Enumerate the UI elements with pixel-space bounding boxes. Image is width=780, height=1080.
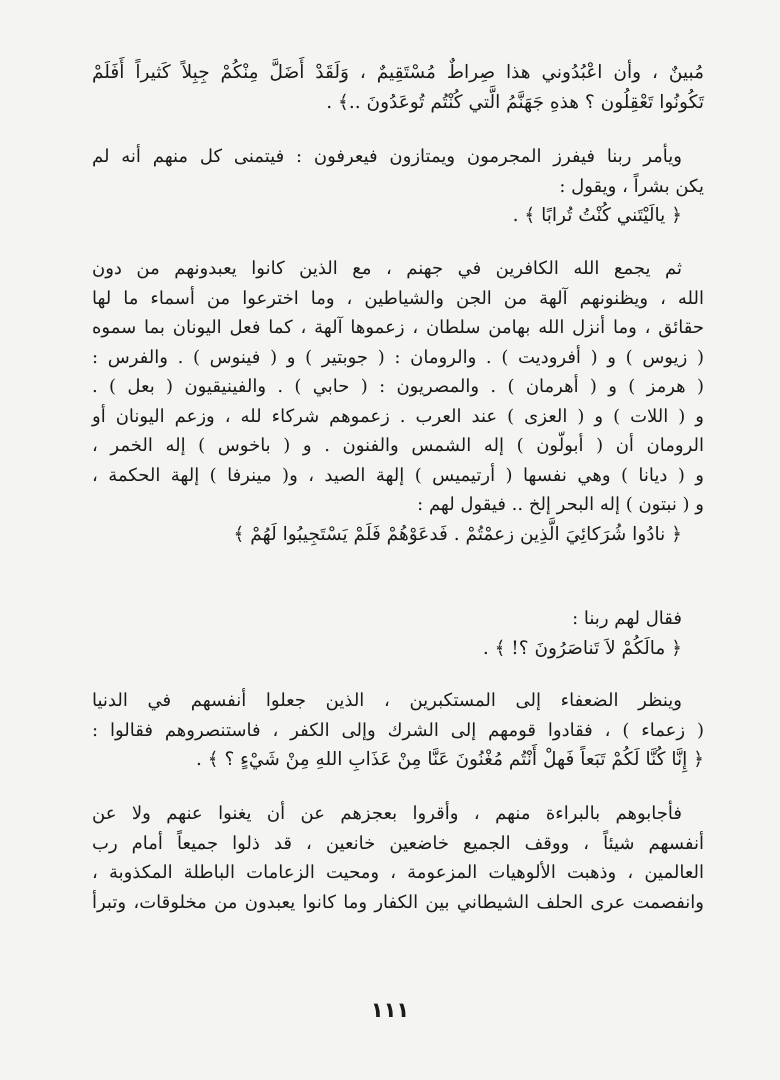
text-line: مُبينٌ ، وأن اعْبُدُوني هذا صِراطٌ مُسْتَقِيمٌ ، وَلَقَدْ أَضَلَّ مِنْكُمْ جِبِلاً كَثيراً أَفَلَمْ: [92, 62, 704, 83]
text-line: و ( اللات ) و ( العزى ) عند العرب . زعموهم شركاء لله ، وزعم اليونان أو: [92, 405, 704, 427]
quran-quote: ﴿ إِنَّا كُنَّا لَكُمْ تَبَعاً فَهلْ أَنْتُم مُغْنُونَ عَنَّا مِنْ عَذَابِ اللهِ مِنْ شَيْءٍ ؟ ﴾ .: [196, 749, 704, 770]
text-line: وانفصمت عرى الحلف الشيطاني بين الكفار وما كانوا يعبدون من مخلوقات، وتبرأ: [92, 891, 705, 913]
text-line: ويأمر ربنا فيفرز المجرمون ويمتازون فيعرفون : فيتمنى كل منهم أنه لم: [92, 146, 682, 167]
text-line: الرومان أن ( أبولّون ) إله الشمس والفنون . و ( باخوس ) إله الخمر ،: [92, 435, 704, 456]
text-line: تَكُونُوا تَعْقِلُون ؟ هذهِ جَهَنَّمُ الَّتي كُنْتُم تُوعَدُونَ ..﴾ .: [326, 91, 704, 113]
text-line: أنفسهم شيئاً ، ووقف الجميع خاضعين خانعين ، قد ذلوا جميعاً أمام رب: [92, 832, 704, 854]
text-line: ( هرمز ) و ( أهرمان ) . والمصريون : ( حابي ) . والفينيقيون ( بعل ) .: [92, 376, 704, 397]
text-line: ثم يجمع الله الكافرين في جهنم ، مع الذين كانوا يعبدونهم من دون: [92, 258, 682, 279]
quran-quote: ﴿ يالَيْتَني كُنْتُ تُرابًا ﴾ .: [512, 205, 682, 226]
text-line: فقال لهم ربنا :: [572, 608, 682, 629]
text-line: و ( نبتون ) إله البحر إلخ .. فيقول لهم :: [417, 494, 704, 515]
text-line: فأجابوهم بالبراءة منهم ، وأقروا بعجزهم عن أن يغنوا عنهم ولا عن: [92, 803, 682, 824]
text-line: و ( ديانا ) وهي نفسها ( أرتيميس ) إلهة الصيد ، و( مينرفا ) إلهة الحكمة ،: [92, 464, 704, 486]
text-line: حقائق ، وما أنزل الله بهامن سلطان ، زعموها آلهة ، كما فعل اليونان بما سموه: [92, 317, 704, 338]
paragraph-criminals-separated: [92, 142, 704, 231]
paragraph-false-gods: [92, 254, 704, 549]
text-line: ( زيوس ) و ( أفروديت ) . والرومان : ( جوبتير ) و ( فينوس ) . والفرس :: [92, 346, 704, 368]
text-line: الله ، ويظنونهم آلهة من الجن والشياطين ، وما اخترعوا من أسماء ما لها: [92, 287, 704, 309]
text-line: يكن بشراً ، ويقول :: [559, 175, 704, 197]
paragraph-lord-speaks: [92, 604, 704, 663]
text-line: وينظر الضعفاء إلى المستكبرين ، الذين جعلوا أنفسهم في الدنيا: [92, 690, 682, 711]
paragraph-weak-and-arrogant: [92, 686, 704, 775]
text-line: ( زعماء ) ، فقادوا قومهم إلى الشرك وإلى الكفر ، فاستنصروهم فقالوا :: [92, 719, 704, 741]
quran-quote: ﴿ نادُوا شُرَكائِيَ الَّذِين زعمْتُمْ . فَدعَوْهُمْ فَلَمْ يَسْتَجِيبُوا لَهُمْ ﴾: [233, 523, 682, 545]
quran-quote: ﴿ مالَكُمْ لاَ تَناصَرُونَ ؟! ﴾ .: [482, 637, 682, 659]
paragraph-verse-continuation: [92, 58, 704, 117]
text-line: العالمين ، وذهبت الألوهيات المزعومة ، ومحيت الزعامات الباطلة المكذوبة ،: [92, 862, 704, 883]
page-number: ١١١: [370, 998, 410, 1022]
paragraph-disavowal: [92, 799, 704, 917]
